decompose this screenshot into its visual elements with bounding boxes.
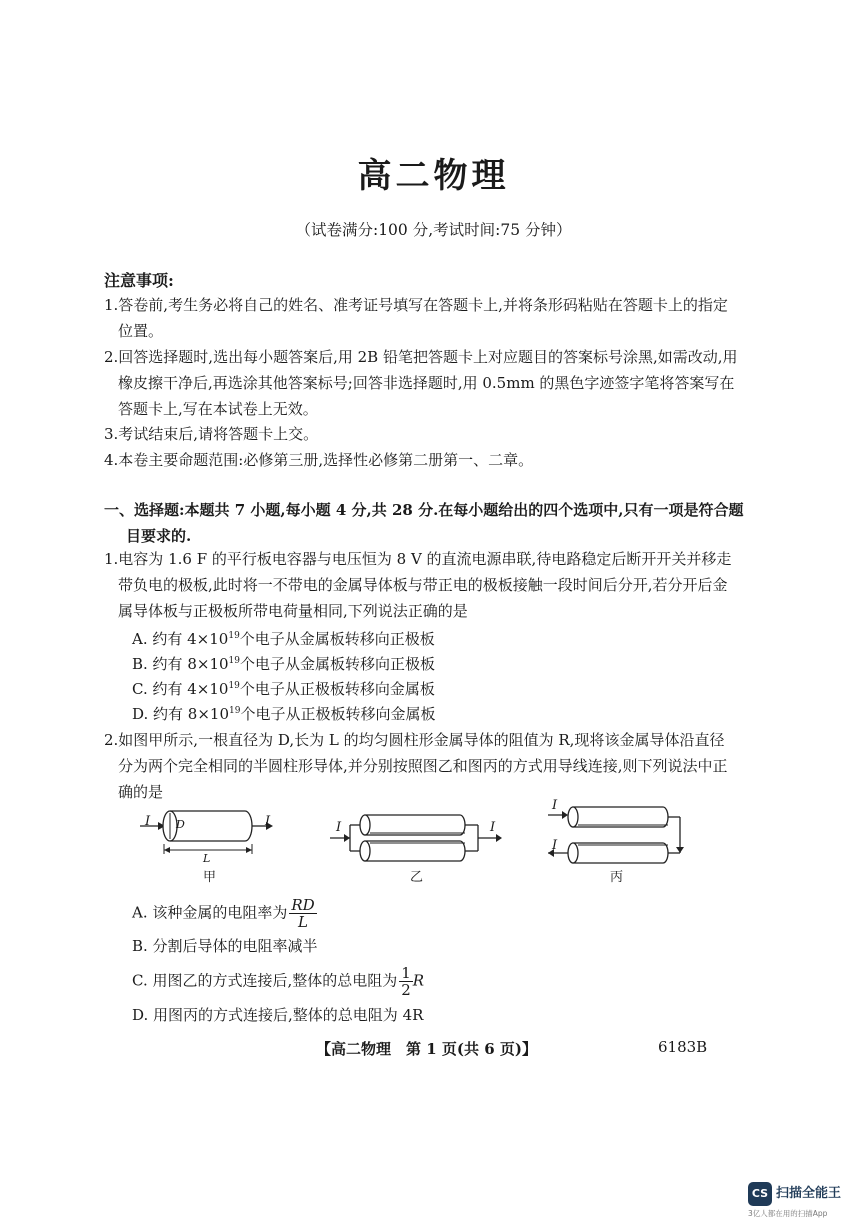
jia-diameter-label: D bbox=[176, 818, 185, 831]
yi-current-out-label: I bbox=[490, 820, 496, 835]
bing-current-in-label: I bbox=[552, 798, 558, 813]
question-2-stem: 2.如图甲所示,一根直径为 D,长为 L 的均匀圆柱形金属导体的阻值为 R,现将该金属导体沿直径分为两个完全相同的半圆柱形导体,并分别按照图乙和图丙的方式用导线连接,则下列说法中正确的是 bbox=[104, 731, 728, 801]
camscanner-logo-icon: CS bbox=[748, 1182, 772, 1206]
q2-option-b: B. 分割后导体的电阻率减半 bbox=[132, 937, 318, 955]
question-1-stem: 1.电容为 1.6 F 的平行板电容器与电压恒为 8 V 的直流电源串联,待电路稳定后断开开关并移走带负电的极板,此时将一不带电的金属导体板与带正电的极板接触一段时间后分开,若分开后金属导体板与正极板所带电荷量相同,下列说法正确的是 bbox=[104, 550, 732, 620]
page-footer: 【高二物理 第 1 页(共 6 页)】 bbox=[316, 1040, 537, 1058]
resistivity-fraction: $\frac{RD}{L}$ bbox=[291, 896, 315, 931]
q1-option-c: C. 约有 $4\times 10^{19}$个电子从正极板转移向金属板 bbox=[132, 680, 435, 698]
yi-current-in-label: I bbox=[336, 820, 342, 835]
watermark-tagline: 3亿人都在用的扫描App bbox=[748, 1209, 828, 1218]
note-item-2: 2.回答选择题时,选出每小题答案后,用 2B 铅笔把答题卡上对应题目的答案标号涂黑,如需改动,用橡皮擦干净后,再选涂其他答案标号;回答非选择题时,用 0.5mm 的黑色字迹签字笔将答案写在答题卡上,写在本试卷上无效。 bbox=[104, 348, 738, 418]
page-title: 高二物理 bbox=[357, 156, 510, 196]
q1-option-b: B. 约有 $8\times 10^{19}$个电子从金属板转移向正极板 bbox=[132, 655, 435, 673]
jia-length-label: L bbox=[203, 852, 211, 865]
figure-jia-label: 甲 bbox=[203, 870, 217, 885]
exam-info: （试卷满分:100 分,考试时间:75 分钟） bbox=[295, 221, 572, 239]
half-fraction: $\frac{1}{2}$ bbox=[401, 964, 411, 999]
notes-heading: 注意事项: bbox=[104, 271, 174, 290]
figure-yi-label: 乙 bbox=[410, 870, 424, 885]
q2-option-a: A. 该种金属的电阻率为 $\frac{RD}{L}$ bbox=[132, 896, 315, 931]
note-item-1: 1.答卷前,考生务必将自己的姓名、准考证号填写在答题卡上,并将条形码粘贴在答题卡上的指定位置。 bbox=[104, 296, 728, 340]
watermark-name: 扫描全能王 bbox=[776, 1186, 842, 1201]
q1-option-a: A. 约有 $4\times 10^{19}$个电子从金属板转移向正极板 bbox=[132, 630, 435, 648]
bing-current-out-label: I bbox=[552, 838, 558, 853]
q1-option-d: D. 约有 $8\times 10^{19}$个电子从正极板转移向金属板 bbox=[132, 705, 436, 723]
q2-option-c: C. 用图乙的方式连接后,整体的总电阻为 $\frac{1}{2}$ R bbox=[132, 964, 425, 999]
figure-bing-series bbox=[548, 803, 693, 868]
jia-current-in-label: I bbox=[145, 814, 151, 829]
figure-bing-label: 丙 bbox=[610, 870, 624, 885]
section-heading: 一、选择题:本题共 7 小题,每小题 4 分,共 28 分.在每小题给出的四个选项中,只有一项是符合题目要求的. bbox=[104, 501, 744, 545]
figure-yi-parallel bbox=[330, 803, 505, 868]
paper-code: 6183B bbox=[658, 1038, 708, 1056]
q2-option-d: D. 用图丙的方式连接后,整体的总电阻为 4R bbox=[132, 1006, 424, 1024]
note-item-3: 3.考试结束后,请将答题卡上交。 bbox=[104, 425, 319, 443]
note-item-4: 4.本卷主要命题范围:必修第三册,选择性必修第二册第一、二章。 bbox=[104, 451, 534, 469]
jia-current-out-label: I bbox=[265, 814, 271, 829]
scanner-watermark bbox=[748, 1180, 858, 1220]
